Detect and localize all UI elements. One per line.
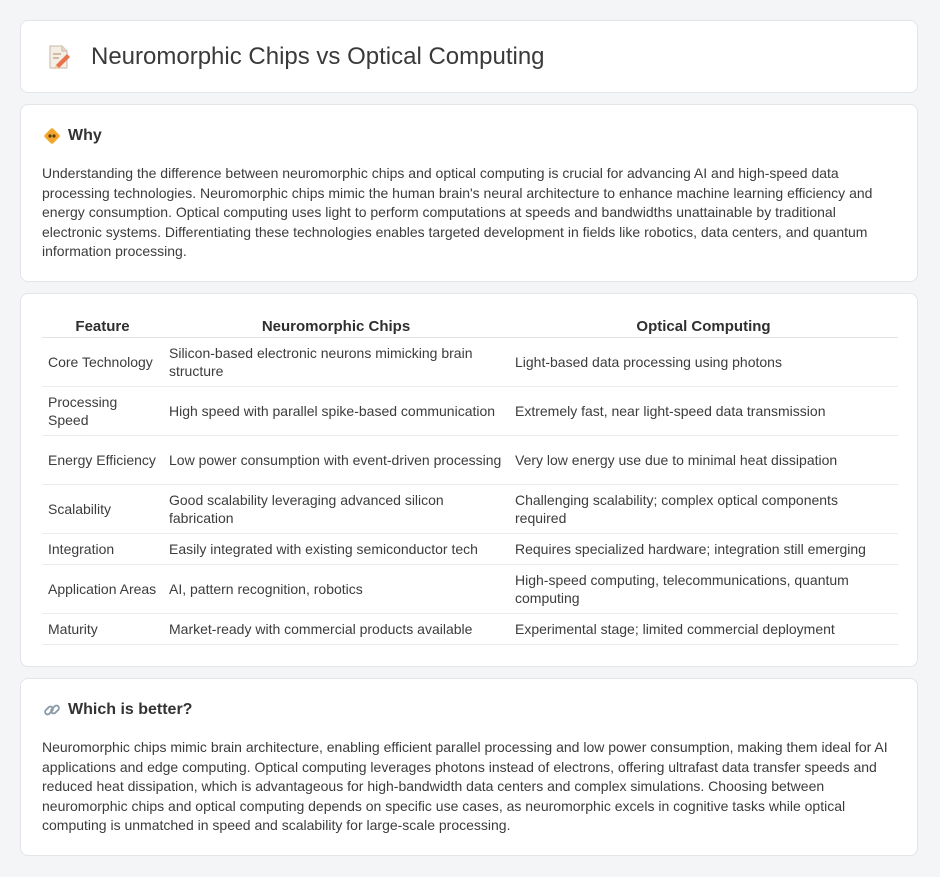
link-icon: [43, 701, 61, 719]
neuromorphic-cell: Market-ready with commercial products available: [163, 614, 509, 645]
table-header-row: [42, 316, 898, 338]
table-row: [42, 565, 898, 614]
neuromorphic-cell: Easily integrated with existing semiconductor tech: [163, 534, 509, 565]
why-text: Understanding the difference between neuromorphic chips and optical computing is crucial for advancing AI and high-speed data processing technologies. Neuromorphic chips mimic the human brain's neural architecture to enhance machine learning efficiency and energy consumption. Optical computing uses light to perform computations at speeds and bandwidths unattainable by traditional electronic systems. Differentiating these technologies enables targeted development in fields like robotics, data centers, and quantum information processing.: [42, 165, 873, 259]
better-heading: [43, 701, 192, 719]
neuromorphic-cell: Silicon-based electronic neurons mimicking brain structure: [163, 338, 509, 387]
neuromorphic-cell: High speed with parallel spike-based communication: [163, 387, 509, 436]
header-optical: Optical Computing: [509, 316, 898, 338]
better-title: Which is better?: [68, 701, 193, 718]
title-row: [45, 43, 545, 71]
header-feature: Feature: [42, 316, 163, 338]
feature-cell: Energy Efficiency: [42, 436, 163, 485]
optical-cell: Experimental stage; limited commercial deployment: [509, 614, 898, 645]
optical-cell: Very low energy use due to minimal heat dissipation: [509, 436, 898, 485]
table-row: [42, 387, 898, 436]
comparison-table: [42, 316, 898, 645]
optical-cell: High-speed computing, telecommunications, quantum computing: [509, 565, 898, 614]
page-title: Neuromorphic Chips vs Optical Computing: [91, 43, 545, 70]
optical-cell: Extremely fast, near light-speed data transmission: [509, 387, 898, 436]
feature-cell: Integration: [42, 534, 163, 565]
feature-cell: Maturity: [42, 614, 163, 645]
why-card: [20, 104, 918, 282]
table-row: [42, 338, 898, 387]
why-title: Why: [68, 127, 102, 144]
optical-cell: Requires specialized hardware; integration still emerging: [509, 534, 898, 565]
diamond-sign-icon: [43, 127, 61, 145]
table-row: [42, 485, 898, 534]
table-row: [42, 614, 898, 645]
neuromorphic-cell: Good scalability leveraging advanced silicon fabrication: [163, 485, 509, 534]
better-text: Neuromorphic chips mimic brain architecture, enabling efficient parallel processing and low power consumption, making them ideal for AI applications and edge computing. Optical computing leverages photons instead of electrons, offering ultrafast data transfer speeds and reduced heat dissipation, which is advantageous for high-bandwidth data centers and complex simulations. Choosing between neuromorphic chips and optical computing depends on specific use cases, as neuromorphic excels in cognitive tasks while optical computing is unmatched in speed and scalability for large-scale processing.: [42, 739, 888, 833]
optical-cell: Light-based data processing using photons: [509, 338, 898, 387]
which-better-card: [20, 678, 918, 856]
neuromorphic-cell: AI, pattern recognition, robotics: [163, 565, 509, 614]
table-row: [42, 436, 898, 485]
feature-cell: Processing Speed: [42, 387, 163, 436]
table-row: [42, 534, 898, 565]
document-pencil-icon: [45, 43, 73, 71]
feature-cell: Core Technology: [42, 338, 163, 387]
header-neuromorphic: Neuromorphic Chips: [163, 316, 509, 338]
why-heading: [43, 127, 102, 145]
optical-cell: Challenging scalability; complex optical components required: [509, 485, 898, 534]
feature-cell: Application Areas: [42, 565, 163, 614]
comparison-table-card: [20, 293, 918, 667]
feature-cell: Scalability: [42, 485, 163, 534]
header-card: [20, 20, 918, 93]
neuromorphic-cell: Low power consumption with event-driven processing: [163, 436, 509, 485]
